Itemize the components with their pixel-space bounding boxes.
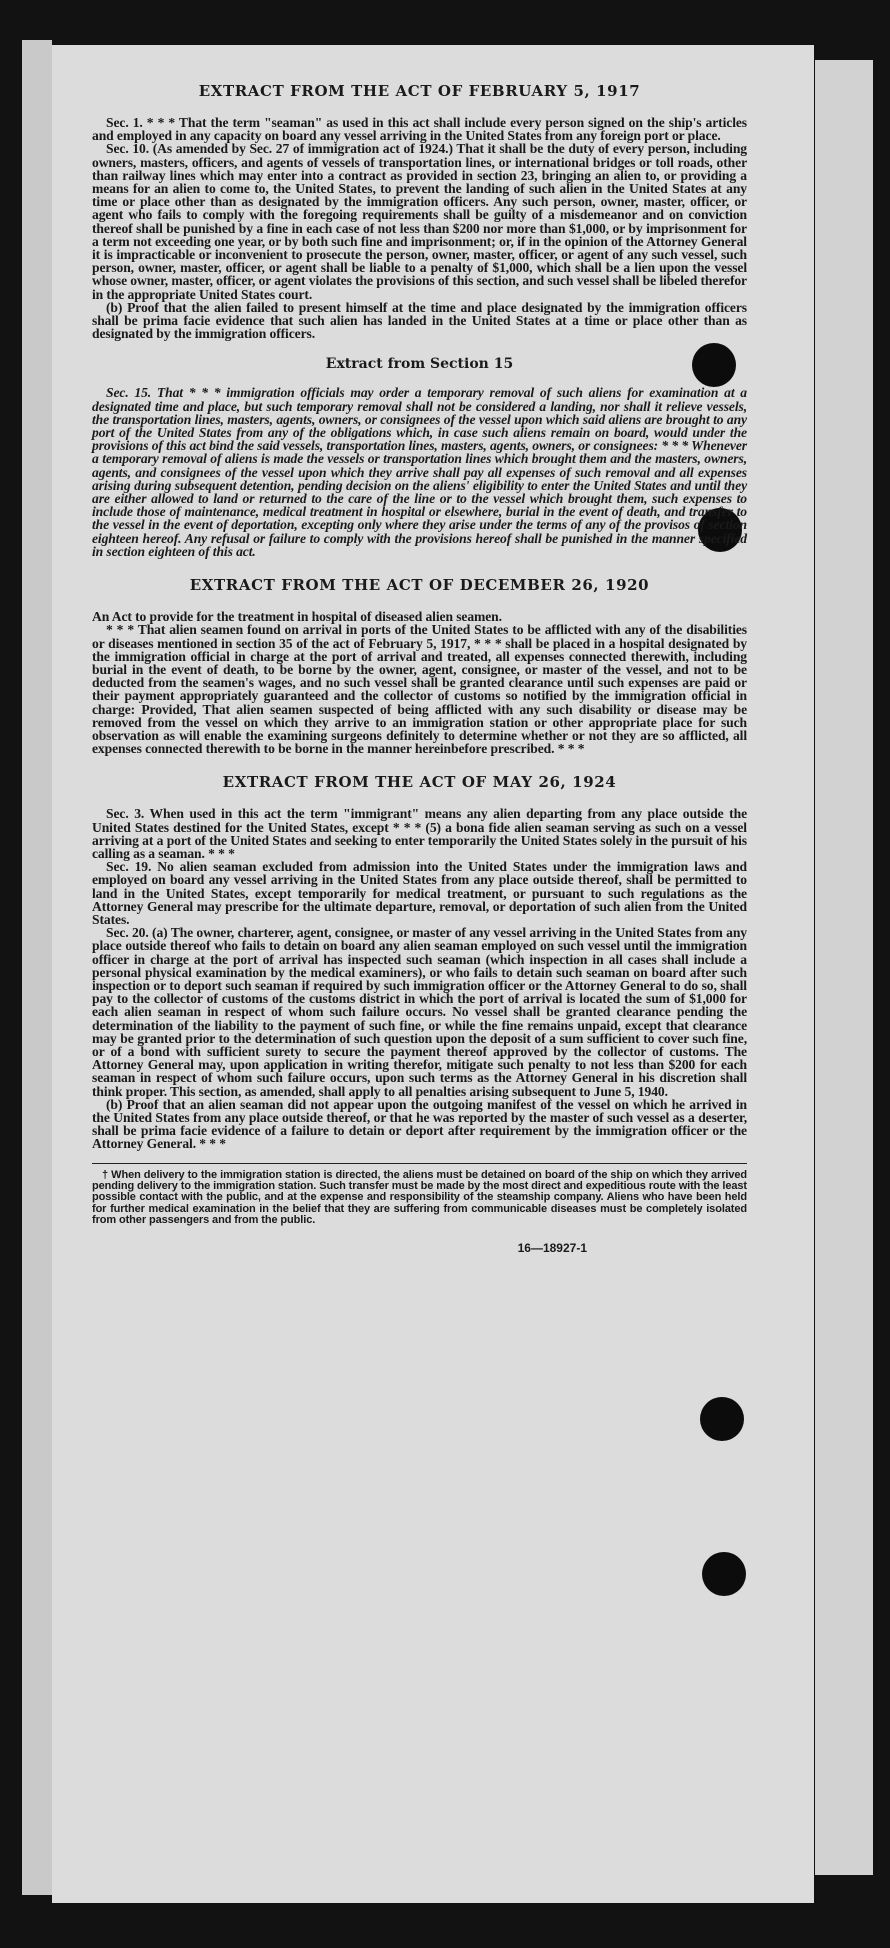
heading-act-1924: EXTRACT FROM THE ACT OF MAY 26, 1924 [222, 773, 617, 792]
sec-1-paragraph: Sec. 1. * * * That the term "seaman" as used in this act shall include every person signed on the ship's articles and employed in any capacity on board any vessel arriving in the United States from any foreign port or place. [92, 115, 747, 144]
scan-right-edge [815, 60, 873, 1875]
sec-10-paragraph: Sec. 10. (As amended by Sec. 27 of immigration act of 1924.) That it shall be the duty of every person, including owners, masters, officers, and agents of vessels of transportation lines, or international bridges or toll roads, other than railway lines which may enter into a contract as provided in section 23, bringing an alien to, or providing a means for an alien to come to, the United States, to prevent the landing of such alien in the United States at any time or place other than as designated by the immigration officers. Any such person, owner, master, officer, or agent who fails to comply with the foregoing requirements shall be guilty of a misdemeanor and on conviction thereof shall be punished by a fine in each case of not less than $200 nor more than $1,000, or by imprisonment for a term not exceeding one year, or by both such fine and imprisonment; or, if in the opinion of the Attorney General it is impracticable or inconvenient to prosecute the person, owner, master, officer, or agent of any such vessel, such person, owner, master, officer, or agent shall be liable to a penalty of $1,000, which shall be a lien upon the vessel whose owner, master, officer, or agent violates the provisions of this section, and such vessel shall be libeled therefor in the appropriate United States court. [92, 141, 747, 302]
punch-hole-4 [702, 1552, 746, 1596]
sec-20a-paragraph: Sec. 20. (a) The owner, charterer, agent, consignee, or master of any vessel arriving in the United States from any place outside thereof who fails to detain on board any alien seaman employed on such vessel until the immigration officer in charge at the port of arrival has inspected such seaman (which inspection in all cases shall include a personal physical examination by the medical examiners), or who fails to detain such seaman on board after such inspection or to deport such seaman if required by such immigration officer or the Attorney General to do so, shall pay to the collector of customs of the customs district in which the port of arrival is located the sum of $1,000 for each alien seaman in respect of whom such failure occurs. No vessel shall be granted clearance pending the determination of the liability to the payment of such fine, or while the fine remains unpaid, except that clearance may be granted prior to the determination of such question upon the deposit of a sum sufficient to cover such fine, or of a bond with sufficient surety to secure the payment thereof approved by the collector of customs. The Attorney General may, upon application in writing therefor, mitigate such penalty to not less than $200 for each seaman in respect of whom such failure occurs, upon such terms as the Attorney General in his discretion shall think proper. This section, as amended, shall apply to all penalties arising subsequent to June 5, 1940. [92, 925, 747, 1099]
act-1920-title: An Act to provide for the treatment in hospital of diseased alien seamen. [92, 609, 502, 625]
document-number: 16—18927-1 [517, 1240, 587, 1255]
document-text [92, 82, 747, 1255]
punch-hole-3 [700, 1397, 744, 1441]
heading-section-15: Extract from Section 15 [325, 356, 514, 373]
heading-act-1920: EXTRACT FROM THE ACT OF DECEMBER 26, 1920 [189, 576, 650, 595]
scan-left-edge [22, 40, 52, 1895]
sec-20b-paragraph: (b) Proof that an alien seaman did not appear upon the outgoing manifest of the vessel on which he arrived in the United States from any place outside thereof, or that he was reported by the master of such vessel as a deserter, shall be prima facie evidence of a failure to detain or deport after requirement by the immigration officer or the Attorney General. * * * [92, 1096, 747, 1152]
heading-act-1917: EXTRACT FROM THE ACT OF FEBRUARY 5, 1917 [198, 82, 641, 100]
sec-10b-paragraph: (b) Proof that the alien failed to present himself at the time and place designated by the immigration officers shall be prima facie evidence that such alien has landed in the United States at a time or place other than as designated by the immigration officers. [92, 299, 747, 342]
footnote: † When delivery to the immigration station is directed, the aliens must be detained on board of the ship on which they arrived pending delivery to the immigration station. Such transfer must be made by the most direct and expeditious route with the least possible contact with the public, and at the expense and responsibility of the steamship company. Aliens who have been held for further medical examination in the belief that they are suffering from communicable diseases must be completely isolated from other passengers and from the public. [92, 1168, 747, 1227]
footnote-divider [92, 1163, 747, 1164]
sec-3-paragraph: Sec. 3. When used in this act the term "immigrant" means any alien departing from any place outside the United States destined for the United States, except * * * (5) a bona fide alien seaman serving as such on a vessel arriving at a port of the United States and seeking to enter temporarily the United States solely in the pursuit of his calling as a seaman. * * * [92, 806, 747, 861]
sec-15-paragraph: Sec. 15. That * * * immigration officials may order a temporary removal of such aliens for examination at a designated time and place, but such temporary removal shall not be considered a landing, nor shall it relieve vessels, the transportation lines, masters, agents, owners, or consignees of the vessel upon which said aliens are brought to any port of the United States from any of the obligations which, in case such aliens remain on board, would under the provisions of this act bind the said vessels, transportation lines, masters, agents, owners, or consignees: * * * Whenever a temporary removal of aliens is made the vessels or transportation lines which brought them and the masters, owners, agents, and consignees of the vessel upon which they arrive shall pay all expenses of such removal and all expenses arising during subsequent detention, pending decision on the aliens' eligibility to enter the United States and until they are either allowed to land or returned to the care of the line or to the vessel which brought them, such expenses to include those of maintenance, medical treatment in hospital or elsewhere, burial in the event of death, and transfer to the vessel in the event of deportation, excepting only where they arise under the terms of any of the provisos of section eighteen hereof. Any refusal or failure to comply with the provisions hereof shall be punished in the manner specified in section eighteen of this act. [92, 385, 747, 559]
sec-19-paragraph: Sec. 19. No alien seaman excluded from admission into the United States under the immigration laws and employed on board any vessel arriving in the United States from any place outside thereof, shall be permitted to land in the United States, except temporarily for medical treatment, or pursuant to such regulations as the Attorney General may prescribe for the ultimate departure, removal, or deportation of such alien from the United States. [92, 859, 747, 927]
act-1920-paragraph: * * * That alien seamen found on arrival in ports of the United States to be afflicted with any of the disabilities or diseases mentioned in section 35 of the act of February 5, 1917, * * * shall be placed in a hospital designated by the immigration official in charge at the port of arrival and treated, all expenses connected therewith, including burial in the event of death, to be borne by the owner, agent, consignee, or master of the vessel, and not to be deducted from the seamen's wages, and no such vessel shall be granted clearance until such expenses are paid or their payment appropriately guaranteed and the collector of customs so notified by the immigration official in charge: Provided, That alien seamen suspected of being afflicted with any such disability or disease may be removed from the vessel on which they arrive to an immigration station or other appropriate place for such observation as will enable the examining surgeons definitely to determine whether or not they are so afflicted, all expenses connected therewith to be borne in the manner hereinbefore prescribed. * * * [92, 622, 747, 757]
